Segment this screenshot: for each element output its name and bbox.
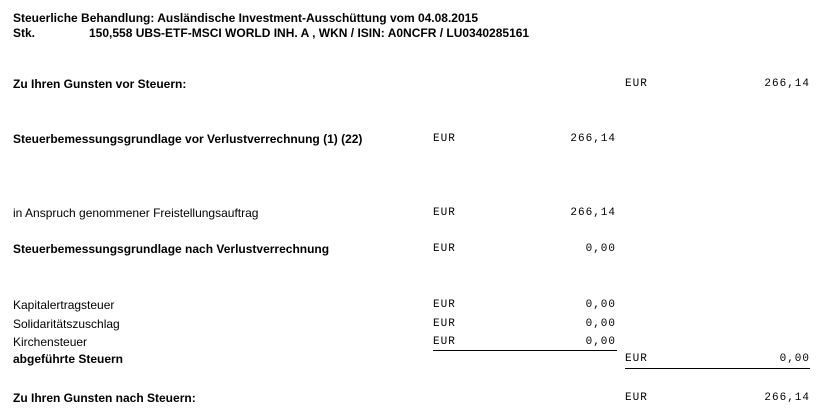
solidaritaetszuschlag-amount: 0,00 (585, 318, 616, 330)
kapitalertragsteuer-currency: EUR (433, 299, 456, 311)
gunsten-nach-amount: 266,14 (764, 392, 810, 404)
bemessung-nach-label: Steuerbemessungsgrundlage nach Verlustverrechnung (13, 242, 330, 256)
gunsten-nach-label: Zu Ihren Gunsten nach Steuern: (13, 391, 196, 405)
abgefuehrte-steuern-currency: EUR (625, 353, 648, 365)
kirchensteuer-underline (433, 350, 617, 351)
solidaritaetszuschlag-currency: EUR (433, 318, 456, 330)
kirchensteuer-amount: 0,00 (585, 336, 616, 348)
kirchensteuer-label: Kirchensteuer (13, 335, 88, 349)
bemessung-vor-amount: 266,14 (570, 133, 616, 145)
gunsten-vor-label: Zu Ihren Gunsten vor Steuern: (13, 77, 187, 91)
freistellung-amount: 266,14 (570, 207, 616, 219)
bemessung-vor-currency: EUR (433, 133, 456, 145)
gunsten-vor-currency: EUR (625, 78, 648, 90)
abgefuehrte-steuern-label: abgeführte Steuern (13, 352, 124, 366)
stk-value: 150,558 UBS-ETF-MSCI WORLD INH. A , WKN / ISIN: A0NCFR / LU0340285161 (89, 26, 530, 40)
bemessung-vor-label: Steuerbemessungsgrundlage vor Verlustverrechnung (1) (22) (13, 132, 363, 146)
document-title: Steuerliche Behandlung: Ausländische Investment-Ausschüttung vom 04.08.2015 (13, 11, 479, 25)
kirchensteuer-currency: EUR (433, 336, 456, 348)
freistellung-currency: EUR (433, 207, 456, 219)
kapitalertragsteuer-amount: 0,00 (585, 299, 616, 311)
abgefuehrte-steuern-underline (625, 368, 810, 369)
stk-label: Stk. (13, 26, 36, 40)
abgefuehrte-steuern-amount: 0,00 (779, 353, 810, 365)
kapitalertragsteuer-label: Kapitalertragsteuer (13, 298, 115, 312)
freistellung-label: in Anspruch genommener Freistellungsauftrag (13, 206, 259, 220)
bemessung-nach-amount: 0,00 (585, 243, 616, 255)
bemessung-nach-currency: EUR (433, 243, 456, 255)
gunsten-nach-currency: EUR (625, 392, 648, 404)
solidaritaetszuschlag-label: Solidaritätszuschlag (13, 317, 120, 331)
gunsten-vor-amount: 266,14 (764, 78, 810, 90)
